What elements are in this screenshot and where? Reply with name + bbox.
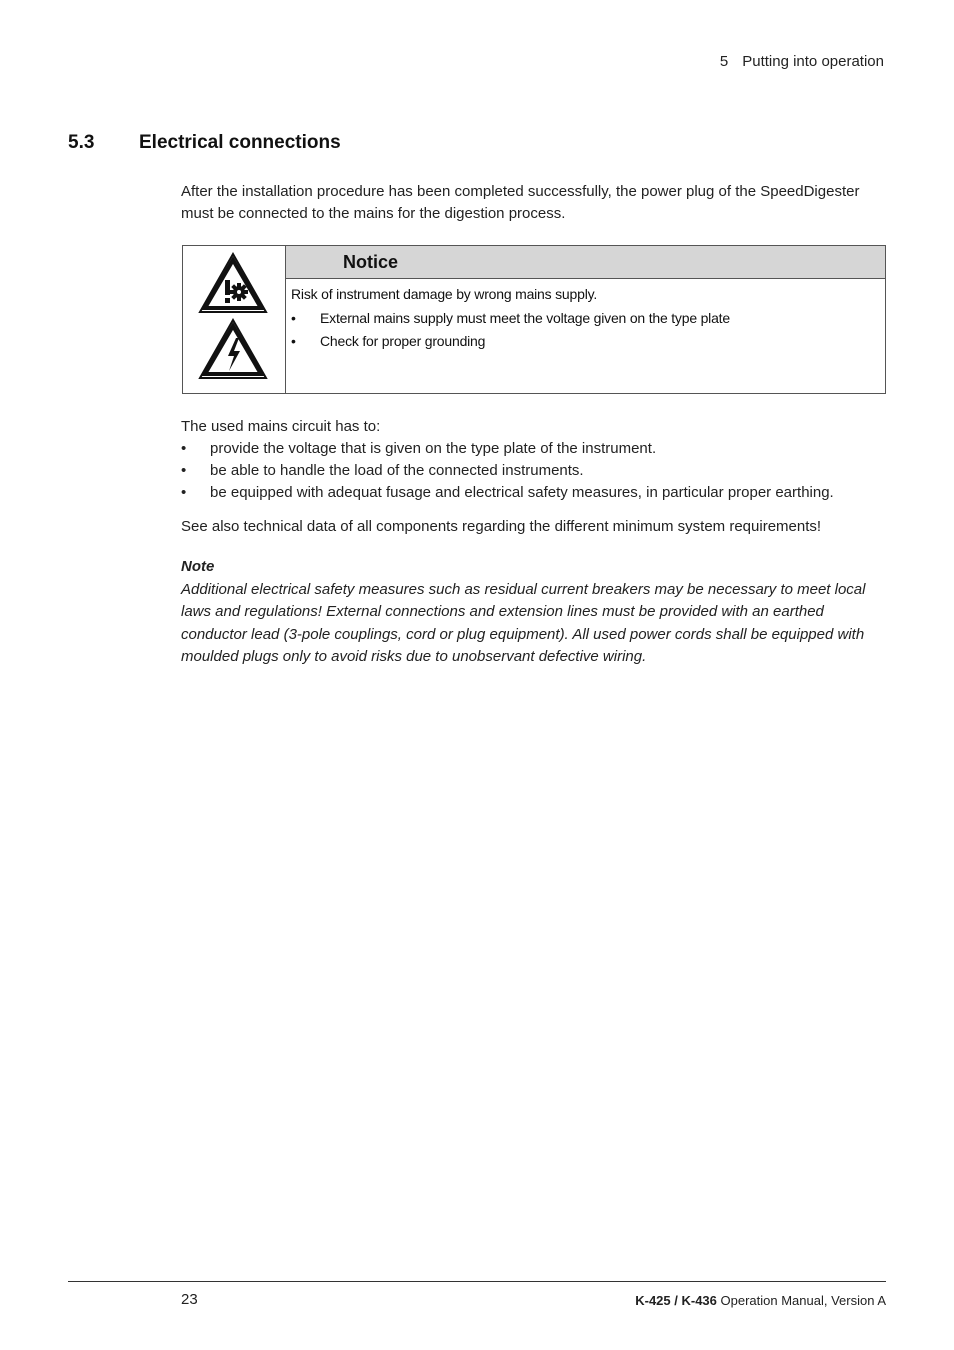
list-item-text: be able to handle the load of the connected instruments. [210,462,584,479]
footer-model: K-425 / K-436 [635,1293,717,1308]
list-item [181,482,891,504]
electrical-hazard-warning-icon [198,318,268,380]
chapter-number: 5 [719,53,729,70]
bullet-marker: • [181,440,187,457]
list-item [181,460,891,482]
notice-box [182,245,886,394]
bullet-marker: • [181,484,187,501]
notice-icons [183,246,286,393]
notice-bullet-text: External mains supply must meet the voltage given on the type plate [320,309,730,326]
see-also-paragraph: See also technical data of all components regarding the different minimum system requirements! [181,518,822,535]
note-block [181,556,881,669]
notice-body [286,246,885,393]
mains-circuit-requirements [181,416,891,504]
list-item [291,330,885,354]
intro-paragraph: After the installation procedure has been completed successfully, the power plug of the SpeedDigester must be connected to the mains for the digestion process. [181,183,860,222]
notice-content [286,279,885,354]
list-item-text: provide the voltage that is given on the type plate of the instrument. [210,440,657,457]
bullet-marker: • [181,462,187,479]
notice-title: Notice [286,246,885,279]
note-text: Additional electrical safety measures such as residual current breakers may be necessary to meet local laws and regulations! External connections and extension lines must be provided with an earthed conductor lead (3-pole couplings, cord or plug equipment). All used power cords shall be equipped with moulded plugs only to avoid risks due to unobservant defective wiring. [181,580,866,665]
mains-circuit-intro: The used mains circuit has to: [181,418,381,435]
notice-text: Risk of instrument damage by wrong mains supply. [291,286,598,302]
footer-doc-title: Operation Manual, Version A [716,1293,886,1308]
page-header-chapter [720,53,884,70]
bullet-marker: • [291,309,296,326]
note-title: Note [181,558,215,575]
notice-bullet-text: Check for proper grounding [320,333,486,349]
section-title: Electrical connections [139,132,341,153]
bullet-marker: • [291,333,296,349]
section-number: 5.3 [68,132,95,153]
list-item [181,438,891,460]
chapter-title: Putting into operation [742,53,884,70]
footer-document-info [635,1293,886,1308]
instrument-damage-warning-icon [198,252,268,314]
list-item-text: be equipped with adequat fusage and electrical safety measures, in particular proper earthing. [210,484,834,501]
footer-divider [68,1281,886,1282]
list-item [291,307,885,331]
section-heading [68,132,341,154]
page-number: 23 [181,1291,198,1308]
